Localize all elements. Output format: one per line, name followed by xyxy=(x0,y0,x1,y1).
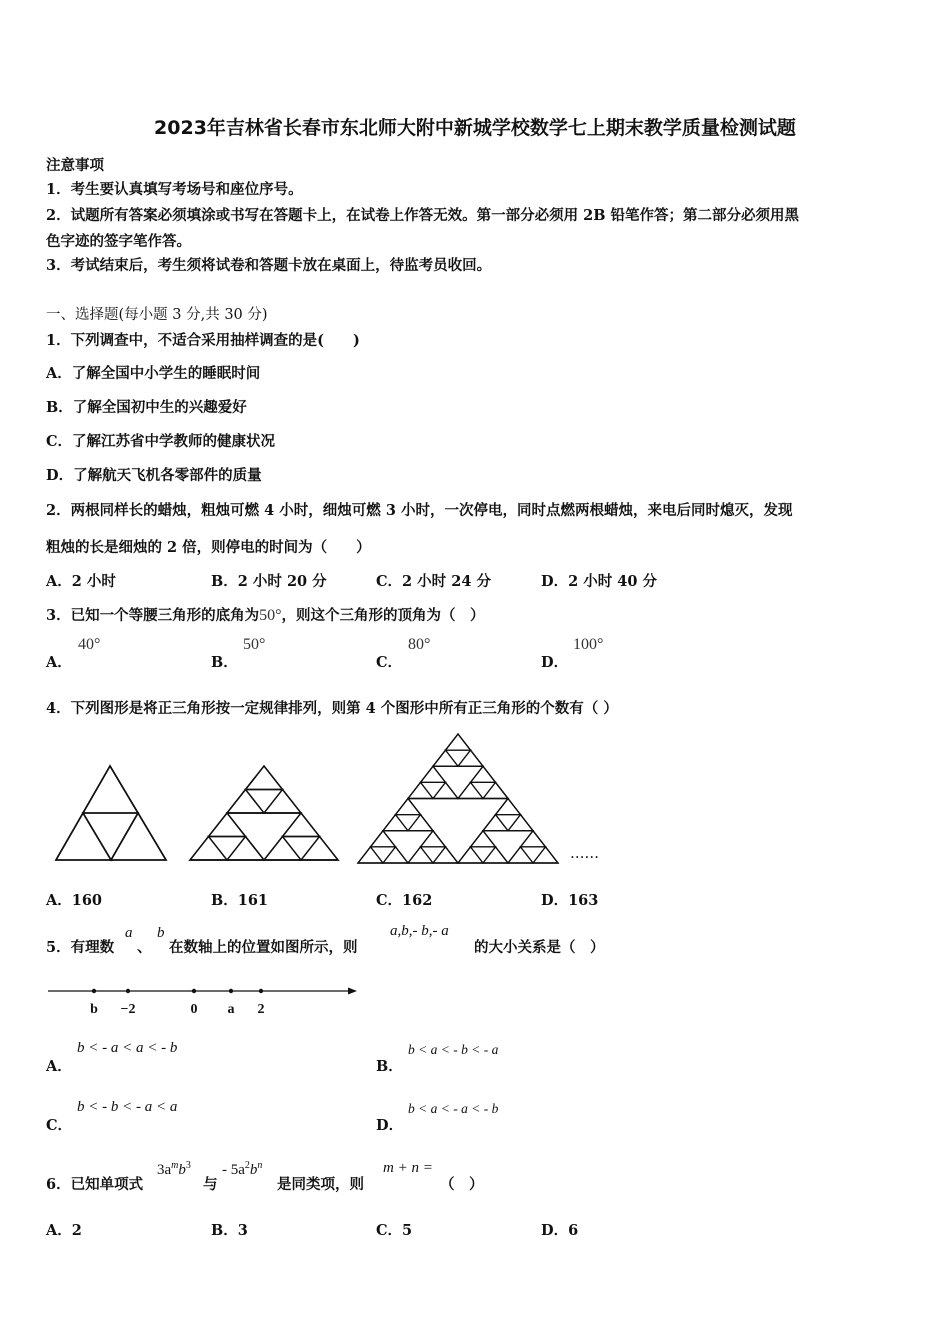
triangle-shape xyxy=(421,782,446,798)
triangle-figure-1 xyxy=(56,766,166,860)
q6-option-c: C．5 xyxy=(376,1222,413,1239)
triangle-shape xyxy=(396,799,421,815)
q5-option-b-expr: b < a < - b < - a xyxy=(408,1042,499,1057)
q2-option-b: B．2 小时 20 分 xyxy=(211,573,327,590)
q5-option-d-expr: b < a < - a < - b xyxy=(408,1101,499,1116)
triangle-shape xyxy=(408,782,433,798)
q3-option-a-value: 40° xyxy=(78,636,101,653)
q5-option-a-expr: b < - a < a < - b xyxy=(77,1040,178,1056)
triangle-shape xyxy=(496,815,521,831)
q5-stem-c: 的大小关系是（ ） xyxy=(474,939,605,956)
q6-monomial-2-exp-b: n xyxy=(257,1160,263,1171)
triangle-shape xyxy=(421,766,446,782)
notice-item: 3．考试结束后，考生须将试卷和答题卡放在桌面上，待监考员收回。 xyxy=(46,257,492,274)
q4-ellipsis: …… xyxy=(570,846,599,862)
q6-monomial-1-base: 3a xyxy=(157,1162,172,1178)
q6-monomial-2-b: b xyxy=(249,1162,258,1178)
axis-label: b xyxy=(90,1002,98,1017)
q6-monomial-1-exp-a: m xyxy=(171,1160,179,1171)
q2-option-c: C．2 小时 24 分 xyxy=(376,573,491,590)
q3-option-c-value: 80° xyxy=(408,636,431,653)
q6-monomial-2-base: - 5a xyxy=(222,1162,245,1178)
q4-stem: 4．下列图形是将正三角形按一定规律排列，则第 4 个图形中所有正三角形的个数有（ ） xyxy=(46,700,618,717)
q5-option-a-label: A． xyxy=(46,1058,72,1075)
notice-heading: 注意事项 xyxy=(46,157,104,174)
triangle-shape xyxy=(458,782,483,798)
triangle-shape xyxy=(433,847,458,863)
triangle-shape xyxy=(433,750,458,766)
q1-stem: 1．下列调查中，不适合采用抽样调查的是( ) xyxy=(46,332,360,349)
triangle-shape xyxy=(483,782,508,798)
q3-stem-b: ，则这个三角形的顶角为（ ） xyxy=(281,607,485,624)
q6-monomial-2 xyxy=(222,1160,262,1179)
triangle-shape xyxy=(458,847,483,863)
q3-option-c-label: C． xyxy=(376,654,403,671)
q6-option-a: A．2 xyxy=(46,1222,82,1239)
q4-option-d: D．163 xyxy=(541,892,599,909)
q5-sep: 、 xyxy=(137,939,152,956)
triangle-shape xyxy=(408,815,433,831)
triangle-shape xyxy=(408,847,433,863)
triangle-shape xyxy=(458,750,483,766)
triangle-shape xyxy=(283,813,320,837)
q6-monomial-2-exp-a: 2 xyxy=(244,1160,250,1171)
section-heading: 一、选择题(每小题 3 分,共 30 分) xyxy=(46,307,268,323)
axis-point xyxy=(92,989,96,993)
triangle-shape xyxy=(264,837,301,861)
q6-stem-c: 是同类项，则 xyxy=(277,1176,364,1193)
triangle-shape xyxy=(421,847,446,863)
triangle-shape xyxy=(471,847,496,863)
q6-stem-d: （ ） xyxy=(440,1176,484,1193)
triangle-shape xyxy=(421,831,446,847)
triangle-shape xyxy=(264,790,301,814)
q1-option-c: C．了解江苏省中学教师的健康状况 xyxy=(46,433,276,450)
q3-option-a-label: A． xyxy=(46,654,72,671)
triangle-shape xyxy=(521,847,546,863)
q3-option-b-value: 50° xyxy=(243,636,266,653)
q1-option-d: D．了解航天飞机各零部件的质量 xyxy=(46,467,262,484)
q1-option-a: A．了解全国中小学生的睡眠时间 xyxy=(46,365,261,382)
q5-set: a,b,- b,- a xyxy=(390,923,449,939)
axis-point xyxy=(126,989,130,993)
triangle-shape xyxy=(508,847,533,863)
q1-option-b: B．了解全国初中生的兴趣爱好 xyxy=(46,399,247,416)
q2-stem-line1: 2．两根同样长的蜡烛，粗烛可燃 4 小时，细烛可燃 3 小时，一次停电，同时点燃两根蜡烛，来电后同时熄灭，发现 xyxy=(46,502,793,519)
triangle-shape xyxy=(209,837,246,861)
q6-monomial-1-exp-b: 3 xyxy=(185,1160,191,1171)
axis-label: −2 xyxy=(120,1002,136,1017)
q3-option-b-label: B． xyxy=(211,654,238,671)
q6-expr: m + n = xyxy=(383,1160,433,1176)
triangle-shape xyxy=(471,782,496,798)
triangle-shape xyxy=(227,837,264,861)
triangle-shape xyxy=(246,790,283,814)
triangle-shape xyxy=(301,837,338,861)
q4-option-c: C．162 xyxy=(376,892,433,909)
q5-option-c-expr: b < - b < - a < a xyxy=(77,1099,178,1115)
notice-item: 色字迹的签字笔作答。 xyxy=(46,233,191,250)
q5-option-b-label: B． xyxy=(376,1058,403,1075)
triangle-shape xyxy=(433,782,458,798)
q5-option-c-label: C． xyxy=(46,1117,73,1134)
page-title: 2023年吉林省长春市东北师大附中新城学校数学七上期末教学质量检测试题 xyxy=(154,117,796,139)
triangle-shape xyxy=(190,837,227,861)
triangle-shape xyxy=(83,766,138,813)
triangle-shape xyxy=(471,831,496,847)
axis-point xyxy=(229,989,233,993)
triangle-shape xyxy=(508,815,533,831)
triangle-shape xyxy=(371,847,396,863)
arrow-icon xyxy=(348,988,357,995)
q5-var-b: b xyxy=(157,925,165,941)
q2-stem-line2: 粗烛的长是细烛的 2 倍，则停电的时间为（ ） xyxy=(46,539,371,556)
q5-var-a: a xyxy=(125,925,133,941)
triangle-shape xyxy=(283,837,320,861)
axis-label: a xyxy=(227,1002,235,1017)
triangle-shape xyxy=(358,847,383,863)
triangle-shape xyxy=(371,831,396,847)
q6-stem-a: 6．已知单项式 xyxy=(46,1176,144,1193)
triangle-shape xyxy=(56,813,111,860)
q5-stem-b: 在数轴上的位置如图所示，则 xyxy=(169,939,358,956)
axis-point xyxy=(192,989,196,993)
triangle-shape xyxy=(533,847,558,863)
triangle-shape xyxy=(246,766,283,790)
triangle-shape xyxy=(396,815,421,831)
triangle-shape xyxy=(446,734,471,750)
triangle-shape xyxy=(496,799,521,815)
notice-item: 2．试题所有答案必须填涂或书写在答题卡上，在试卷上作答无效。第一部分必须用 2B 铅笔作答；第二部分必须用黑 xyxy=(46,207,800,224)
notice-item: 1．考生要认真填写考场号和座位序号。 xyxy=(46,181,303,198)
q2-option-a: A．2 小时 xyxy=(46,573,116,590)
q3-option-d-label: D． xyxy=(541,654,569,671)
q5-option-d-label: D． xyxy=(376,1117,404,1134)
triangle-shape xyxy=(83,813,138,860)
q6-monomial-1 xyxy=(157,1160,191,1179)
triangle-shape xyxy=(111,813,166,860)
triangle-shape xyxy=(521,831,546,847)
q3-stem xyxy=(46,604,485,625)
q6-option-b: B．3 xyxy=(211,1222,248,1239)
triangle-shape xyxy=(471,766,496,782)
triangle-figure-2 xyxy=(190,766,338,860)
axis-point xyxy=(259,989,263,993)
sierpinski-figures xyxy=(40,730,620,870)
triangle-shape xyxy=(483,815,508,831)
triangle-figure-3 xyxy=(358,734,558,863)
q4-option-b: B．161 xyxy=(211,892,269,909)
triangle-shape xyxy=(383,847,408,863)
q3-option-d-value: 100° xyxy=(573,636,604,653)
q6-stem-b: 与 xyxy=(203,1176,218,1193)
q6-monomial-1-b: b xyxy=(178,1162,186,1178)
q2-option-d: D．2 小时 40 分 xyxy=(541,573,657,590)
axis-label: 0 xyxy=(190,1002,198,1017)
triangle-shape xyxy=(383,815,408,831)
number-line xyxy=(44,978,364,1022)
triangle-shape xyxy=(209,813,246,837)
triangle-shape xyxy=(446,750,471,766)
q6-option-d: D．6 xyxy=(541,1222,579,1239)
q3-stem-a: 3．已知一个等腰三角形的底角为 xyxy=(46,607,260,624)
q5-stem-a: 5．有理数 xyxy=(46,939,115,956)
axis-label: 2 xyxy=(257,1002,265,1017)
q4-option-a: A．160 xyxy=(46,892,103,909)
q3-angle: 50° xyxy=(259,607,282,624)
triangle-shape xyxy=(227,790,264,814)
triangle-shape xyxy=(483,847,508,863)
